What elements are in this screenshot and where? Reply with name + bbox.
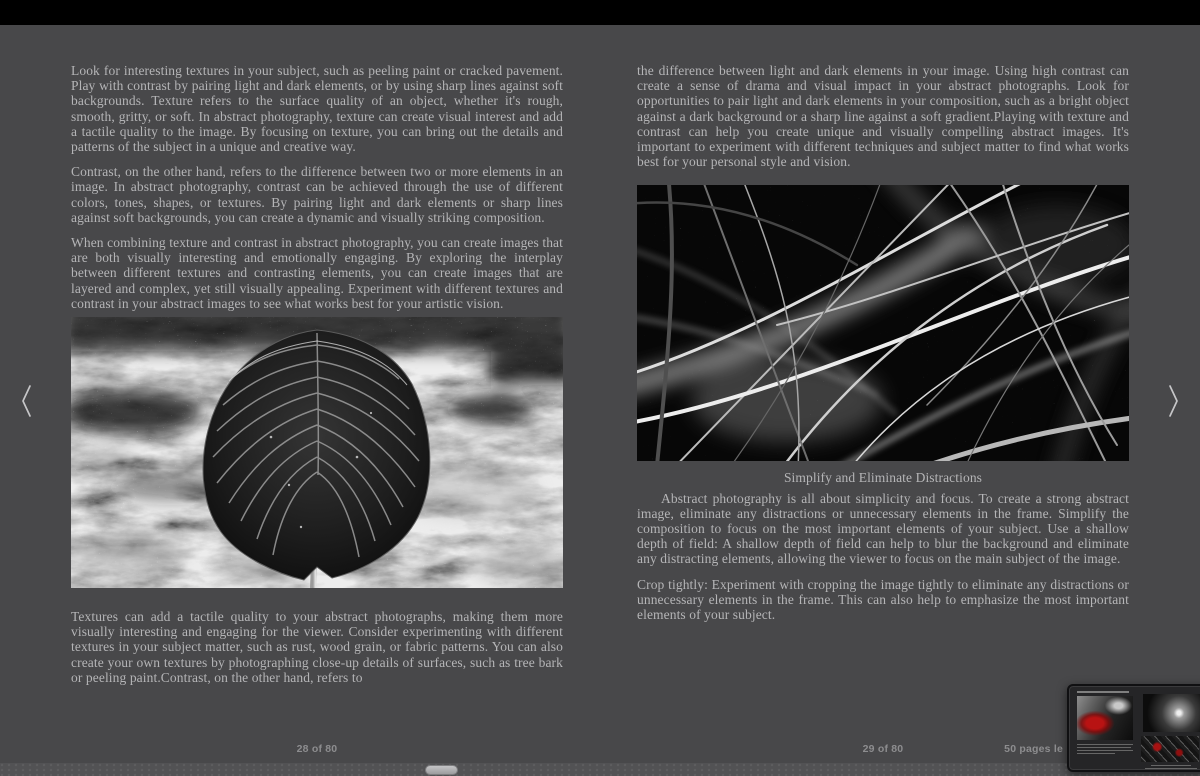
right-page xyxy=(637,63,1129,632)
chevron-right-icon xyxy=(1166,383,1182,419)
leaf-photo[interactable] xyxy=(71,317,563,588)
left-page-number: 28 of 80 xyxy=(296,743,338,755)
left-page xyxy=(71,63,563,695)
preview-photo-red xyxy=(1077,696,1133,740)
paragraph: Contrast, on the other hand, refers to the difference between two or more elements in an image. In abstract photography, contrast can be achieved through the use of different colors, tones, shapes, or textures. By pairing light and dark elements or sharp lines against soft backgrounds, you can create a dynamic and visually striking composition. xyxy=(71,164,563,225)
top-bar xyxy=(0,0,1200,25)
paragraph: Crop tightly: Experiment with cropping the image tightly to eliminate any distractions or unnecessary elements in the frame. This can also help to emphasize the most important elements of your subject. xyxy=(637,576,1129,623)
page-slider-handle[interactable] xyxy=(426,766,457,774)
paragraph: Look for interesting textures in your subject, such as peeling paint or cracked pavement. Play with contrast by pairing light and dark elements, or by using sharp lines against soft backgrounds. Texture refers to the surface quality of an object, whether it's rough, smooth, gritty, or soft. In abstract photography, texture can create visual interest and add a tactile quality to the image. By focusing on texture, you can bring out the details and patterns of the subject in a unique and creative way. xyxy=(71,63,563,155)
right-page-number: 29 of 80 xyxy=(862,743,904,755)
preview-text-line xyxy=(1077,750,1133,751)
paragraph: Textures can add a tactile quality to your abstract photographs, making them more visually interesting and engaging for the viewer. Consider experimenting with different textures in your subject matter, such as rust, wood grain, or fabric patterns. You can also create your own textures by photographing close-up details of surfaces, such as tree bark or peeling paint.Contrast, on the other hand, refers to xyxy=(71,609,563,685)
next-page-button[interactable] xyxy=(1156,380,1192,422)
preview-caption-line xyxy=(1145,768,1197,769)
page-preview-thumbnail[interactable] xyxy=(1067,684,1200,772)
chevron-left-icon xyxy=(18,383,34,419)
paragraph: the difference between light and dark elements in your image. Using high contrast can create a sense of drama and visual impact in your abstract photographs. Look for opportunities to pair light and dark elements in your composition, such as a bright object against a dark background or a sharp line against a soft gradient.Playing with texture and contrast can help you create unique and visually compelling abstract images. It's important to experiment with different techniques and subject matter to find what works best for your personal style and vision. xyxy=(637,63,1129,170)
grass-photo[interactable] xyxy=(637,185,1129,461)
preview-text-line xyxy=(1077,753,1115,754)
preview-caption-line xyxy=(1151,765,1191,766)
preview-text-line xyxy=(1077,691,1129,693)
section-heading: Simplify and Eliminate Distractions xyxy=(783,470,983,486)
previous-page-button[interactable] xyxy=(8,380,44,422)
paragraph: Abstract photography is all about simplicity and focus. To create a strong abstract image, eliminate any distractions or unnecessary elements in the frame. Simplify the composition to focus on the most important elements of your subject. Use a shallow depth of field: A shallow depth of field can help to blur the background and eliminate any distracting elements, allowing the viewer to focus on the main subject of the image. xyxy=(637,490,1129,567)
preview-text-line xyxy=(1077,747,1131,748)
paragraph: When combining texture and contrast in abstract photography, you can create images that are both visually interesting and emotionally engaging. By exploring the interplay between different textures and contrasting elements, you can create images that are layered and complex, yet still visually appealing. Experiment with different textures and contrast in your abstract images to see what works best for your artistic vision. xyxy=(71,235,563,311)
preview-text-line xyxy=(1077,744,1133,745)
preview-photo-glow xyxy=(1143,694,1200,732)
preview-photo-dark xyxy=(1141,736,1199,762)
pages-left-label: 50 pages le xyxy=(1004,743,1063,755)
page-slider-track[interactable] xyxy=(0,763,1200,776)
